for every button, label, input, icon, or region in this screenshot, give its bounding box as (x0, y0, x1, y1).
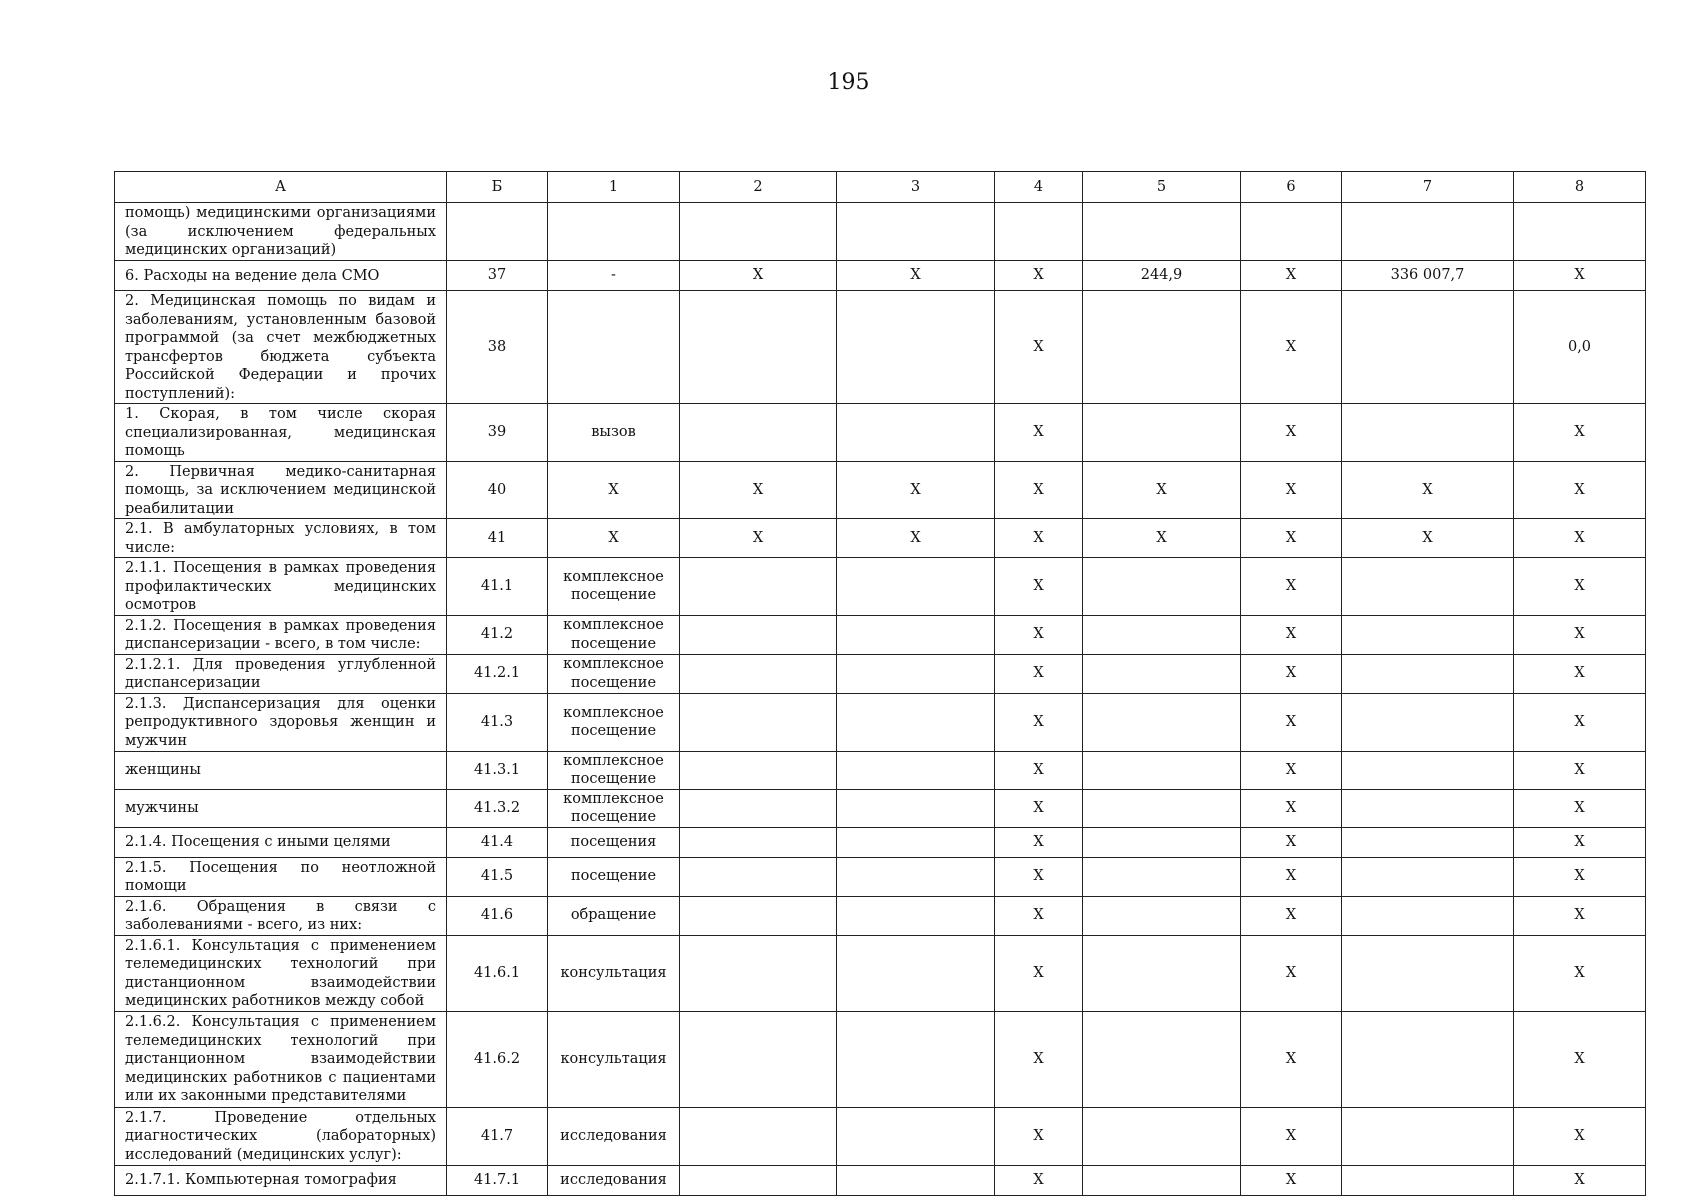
table-cell: комплексное посещение (548, 615, 680, 654)
table-cell: 41.5 (447, 857, 548, 896)
table-cell: X (548, 519, 680, 558)
table-cell: 41.3.2 (447, 789, 548, 827)
table-cell: X (1342, 519, 1514, 558)
table-cell (1342, 203, 1514, 261)
table-cell (837, 558, 995, 616)
table-cell (837, 751, 995, 789)
table-cell: 2.1.7.1. Компьютерная томография (115, 1165, 447, 1195)
table-cell: 41.4 (447, 827, 548, 857)
table-cell (1083, 291, 1241, 404)
table-cell (1342, 827, 1514, 857)
column-header: 6 (1241, 172, 1342, 203)
table-cell (680, 404, 837, 462)
table-cell: посещение (548, 857, 680, 896)
table-cell: комплексное посещение (548, 654, 680, 693)
table-row (115, 751, 1646, 789)
table-row (115, 404, 1646, 462)
table-cell (680, 896, 837, 935)
column-header: 2 (680, 172, 837, 203)
table-cell: X (1514, 654, 1646, 693)
table-cell (1342, 558, 1514, 616)
table-cell: 41.2.1 (447, 654, 548, 693)
table-cell: X (1514, 404, 1646, 462)
table-cell (837, 203, 995, 261)
table-cell (1083, 693, 1241, 751)
table-cell: X (1241, 896, 1342, 935)
table-cell: 41.2 (447, 615, 548, 654)
table-cell (680, 1107, 837, 1165)
table-cell: вызов (548, 404, 680, 462)
table-row (115, 857, 1646, 896)
table-cell (837, 1165, 995, 1195)
table-cell: посещения (548, 827, 680, 857)
table-cell: X (1241, 693, 1342, 751)
table-cell: X (995, 519, 1083, 558)
table-cell: консультация (548, 1011, 680, 1107)
table-cell (1342, 896, 1514, 935)
table-cell: X (1241, 751, 1342, 789)
table-cell: помощь) медицинскими организациями (за исключением федеральных медицинских организаций) (115, 203, 447, 261)
table-cell (1514, 203, 1646, 261)
table-cell (680, 203, 837, 261)
table-cell: X (1514, 615, 1646, 654)
table-cell: мужчины (115, 789, 447, 827)
table-row (115, 935, 1646, 1011)
table-cell: комплексное посещение (548, 751, 680, 789)
table-cell: X (995, 827, 1083, 857)
table-cell: 244,9 (1083, 261, 1241, 291)
table-cell: X (995, 935, 1083, 1011)
table-cell: X (548, 461, 680, 519)
table-cell (1342, 1165, 1514, 1195)
table-cell: 37 (447, 261, 548, 291)
table-cell (837, 935, 995, 1011)
table-cell: X (1514, 751, 1646, 789)
table-cell (1342, 404, 1514, 462)
table-cell (837, 654, 995, 693)
table-cell: X (1514, 461, 1646, 519)
table-cell: 1. Скорая, в том числе скорая специализированная, медицинская помощь (115, 404, 447, 462)
header-row (115, 172, 1646, 203)
table-cell (1083, 558, 1241, 616)
table-cell: X (1514, 827, 1646, 857)
table-cell: X (995, 461, 1083, 519)
table-cell: X (1514, 1165, 1646, 1195)
table-cell: 2.1.6.2. Консультация с применением телемедицинских технологий при дистанционном взаимодействии медицинских работников с пациентами или их законными представителями (115, 1011, 447, 1107)
table-cell: 336 007,7 (1342, 261, 1514, 291)
table-cell (680, 558, 837, 616)
table-cell: X (995, 1107, 1083, 1165)
table-cell (1083, 857, 1241, 896)
table-cell (680, 615, 837, 654)
table-cell: X (1514, 558, 1646, 616)
table-row (115, 519, 1646, 558)
table-cell: 0,0 (1514, 291, 1646, 404)
table-cell: X (1241, 404, 1342, 462)
table-cell: X (1514, 693, 1646, 751)
table-header (115, 172, 1646, 203)
table-cell: X (1241, 827, 1342, 857)
table-cell (1083, 789, 1241, 827)
column-header: А (115, 172, 447, 203)
table-row (115, 261, 1646, 291)
table-cell (1342, 751, 1514, 789)
table-cell (1241, 203, 1342, 261)
table-cell: - (548, 261, 680, 291)
column-header: 1 (548, 172, 680, 203)
table-cell: X (837, 261, 995, 291)
table-cell: 39 (447, 404, 548, 462)
table-cell (837, 404, 995, 462)
table-cell: 38 (447, 291, 548, 404)
table-cell: X (1241, 857, 1342, 896)
table-cell (1342, 935, 1514, 1011)
table-cell: исследования (548, 1165, 680, 1195)
table-cell: X (995, 1011, 1083, 1107)
table-cell: X (1241, 558, 1342, 616)
table-cell (1342, 693, 1514, 751)
table-cell (680, 789, 837, 827)
table-cell (680, 654, 837, 693)
table-cell: X (1342, 461, 1514, 519)
table-row (115, 654, 1646, 693)
table-cell: 2.1.3. Диспансеризация для оценки репродуктивного здоровья женщин и мужчин (115, 693, 447, 751)
table-cell (1342, 789, 1514, 827)
table-cell: X (1241, 615, 1342, 654)
table-row (115, 1165, 1646, 1195)
table-cell: X (995, 291, 1083, 404)
table-row (115, 1011, 1646, 1107)
table-cell (1083, 615, 1241, 654)
table-cell (548, 203, 680, 261)
table-cell (1083, 896, 1241, 935)
table-cell (837, 896, 995, 935)
table-cell: X (1241, 654, 1342, 693)
table-cell (447, 203, 548, 261)
table-cell (680, 1011, 837, 1107)
table-cell (1342, 1107, 1514, 1165)
table-cell: 41.7 (447, 1107, 548, 1165)
table-cell: X (995, 404, 1083, 462)
table-cell: X (837, 519, 995, 558)
table-cell (548, 291, 680, 404)
table-cell (680, 751, 837, 789)
table-cell: X (1083, 461, 1241, 519)
table-cell: X (1241, 935, 1342, 1011)
table-cell (1342, 615, 1514, 654)
table-cell (837, 291, 995, 404)
table-cell: 41.3 (447, 693, 548, 751)
table-cell: 2.1.6.1. Консультация с применением телемедицинских технологий при дистанционном взаимодействии медицинских работников между собой (115, 935, 447, 1011)
table-cell: X (680, 461, 837, 519)
table-cell (1342, 291, 1514, 404)
table-cell (1083, 404, 1241, 462)
table-body (115, 203, 1646, 1196)
table-cell: X (995, 615, 1083, 654)
table-cell: X (1241, 261, 1342, 291)
table-cell (680, 857, 837, 896)
table-cell: комплексное посещение (548, 558, 680, 616)
table-cell (1342, 654, 1514, 693)
table-cell: X (995, 261, 1083, 291)
table-cell: X (995, 896, 1083, 935)
table-cell (680, 693, 837, 751)
table-cell: 41.3.1 (447, 751, 548, 789)
table-cell (995, 203, 1083, 261)
table-cell: 6. Расходы на ведение дела СМО (115, 261, 447, 291)
table-cell: исследования (548, 1107, 680, 1165)
table-cell: X (995, 693, 1083, 751)
table-cell (1083, 1165, 1241, 1195)
table-cell (680, 827, 837, 857)
table-cell: X (1514, 789, 1646, 827)
table-cell: обращение (548, 896, 680, 935)
table-cell: 2.1.1. Посещения в рамках проведения профилактических медицинских осмотров (115, 558, 447, 616)
table-cell: X (1241, 789, 1342, 827)
table-cell: X (995, 654, 1083, 693)
table-cell (837, 693, 995, 751)
table-cell: 2.1.6. Обращения в связи с заболеваниями - всего, из них: (115, 896, 447, 935)
table-row (115, 827, 1646, 857)
table-cell (837, 615, 995, 654)
column-header: 3 (837, 172, 995, 203)
table-cell: X (1241, 519, 1342, 558)
column-header: 7 (1342, 172, 1514, 203)
table-cell (837, 1011, 995, 1107)
table-cell: X (1514, 896, 1646, 935)
table-cell: X (1514, 1011, 1646, 1107)
table-cell: X (995, 558, 1083, 616)
table-cell (1083, 1107, 1241, 1165)
table-cell: X (680, 261, 837, 291)
table-cell: X (1241, 1107, 1342, 1165)
table-cell (1083, 203, 1241, 261)
table-cell (680, 1165, 837, 1195)
table-cell: женщины (115, 751, 447, 789)
table-cell: X (1514, 1107, 1646, 1165)
table-cell: X (1241, 461, 1342, 519)
table-row (115, 461, 1646, 519)
table-cell (1083, 1011, 1241, 1107)
table-cell (837, 1107, 995, 1165)
table-cell: X (1083, 519, 1241, 558)
table-cell: X (1241, 291, 1342, 404)
table-cell: 41.7.1 (447, 1165, 548, 1195)
table-cell: 2.1. В амбулаторных условиях, в том числе: (115, 519, 447, 558)
table-row (115, 558, 1646, 616)
table-cell: X (1241, 1165, 1342, 1195)
table-cell: X (995, 751, 1083, 789)
column-header: Б (447, 172, 548, 203)
table-cell (1083, 935, 1241, 1011)
table-row (115, 896, 1646, 935)
table-cell: 2.1.2.1. Для проведения углубленной диспансеризации (115, 654, 447, 693)
table-cell: 41.6.1 (447, 935, 548, 1011)
table-cell: X (1514, 857, 1646, 896)
table-row (115, 693, 1646, 751)
table-cell (837, 827, 995, 857)
table-cell: комплексное посещение (548, 789, 680, 827)
data-table (114, 171, 1646, 1196)
table-cell: X (1514, 935, 1646, 1011)
table-cell (1083, 827, 1241, 857)
table-cell: 41 (447, 519, 548, 558)
table-cell: 2.1.4. Посещения с иными целями (115, 827, 447, 857)
column-header: 4 (995, 172, 1083, 203)
table-cell: 2.1.7. Проведение отдельных диагностических (лабораторных) исследований (медицинских услуг): (115, 1107, 447, 1165)
table-cell: X (1514, 261, 1646, 291)
table-cell: 2. Первичная медико-санитарная помощь, за исключением медицинской реабилитации (115, 461, 447, 519)
table-cell: X (1241, 1011, 1342, 1107)
table-cell: 2. Медицинская помощь по видам и заболеваниям, установленным базовой программой (за счет межбюджетных трансфертов бюджета субъекта Российской Федерации и прочих поступлений): (115, 291, 447, 404)
table-cell (1083, 654, 1241, 693)
page-number: 195 (827, 70, 870, 95)
table-cell (1083, 751, 1241, 789)
table-cell: X (837, 461, 995, 519)
table-cell: 41.6 (447, 896, 548, 935)
table-cell: 2.1.2. Посещения в рамках проведения диспансеризации - всего, в том числе: (115, 615, 447, 654)
table-cell: X (680, 519, 837, 558)
table-cell: 40 (447, 461, 548, 519)
table-cell (1342, 857, 1514, 896)
table-cell: 41.6.2 (447, 1011, 548, 1107)
column-header: 5 (1083, 172, 1241, 203)
table-cell (680, 291, 837, 404)
column-header: 8 (1514, 172, 1646, 203)
table-cell (837, 857, 995, 896)
table-row (115, 615, 1646, 654)
table-cell: X (995, 1165, 1083, 1195)
table-row (115, 291, 1646, 404)
table-cell (680, 935, 837, 1011)
table-cell: комплексное посещение (548, 693, 680, 751)
table-cell: X (995, 789, 1083, 827)
table-cell: X (1514, 519, 1646, 558)
table-cell: X (995, 857, 1083, 896)
table-row (115, 1107, 1646, 1165)
table-row (115, 789, 1646, 827)
table-row (115, 203, 1646, 261)
table-cell: 2.1.5. Посещения по неотложной помощи (115, 857, 447, 896)
table-cell (837, 789, 995, 827)
table-cell: консультация (548, 935, 680, 1011)
table-cell: 41.1 (447, 558, 548, 616)
table-cell (1342, 1011, 1514, 1107)
